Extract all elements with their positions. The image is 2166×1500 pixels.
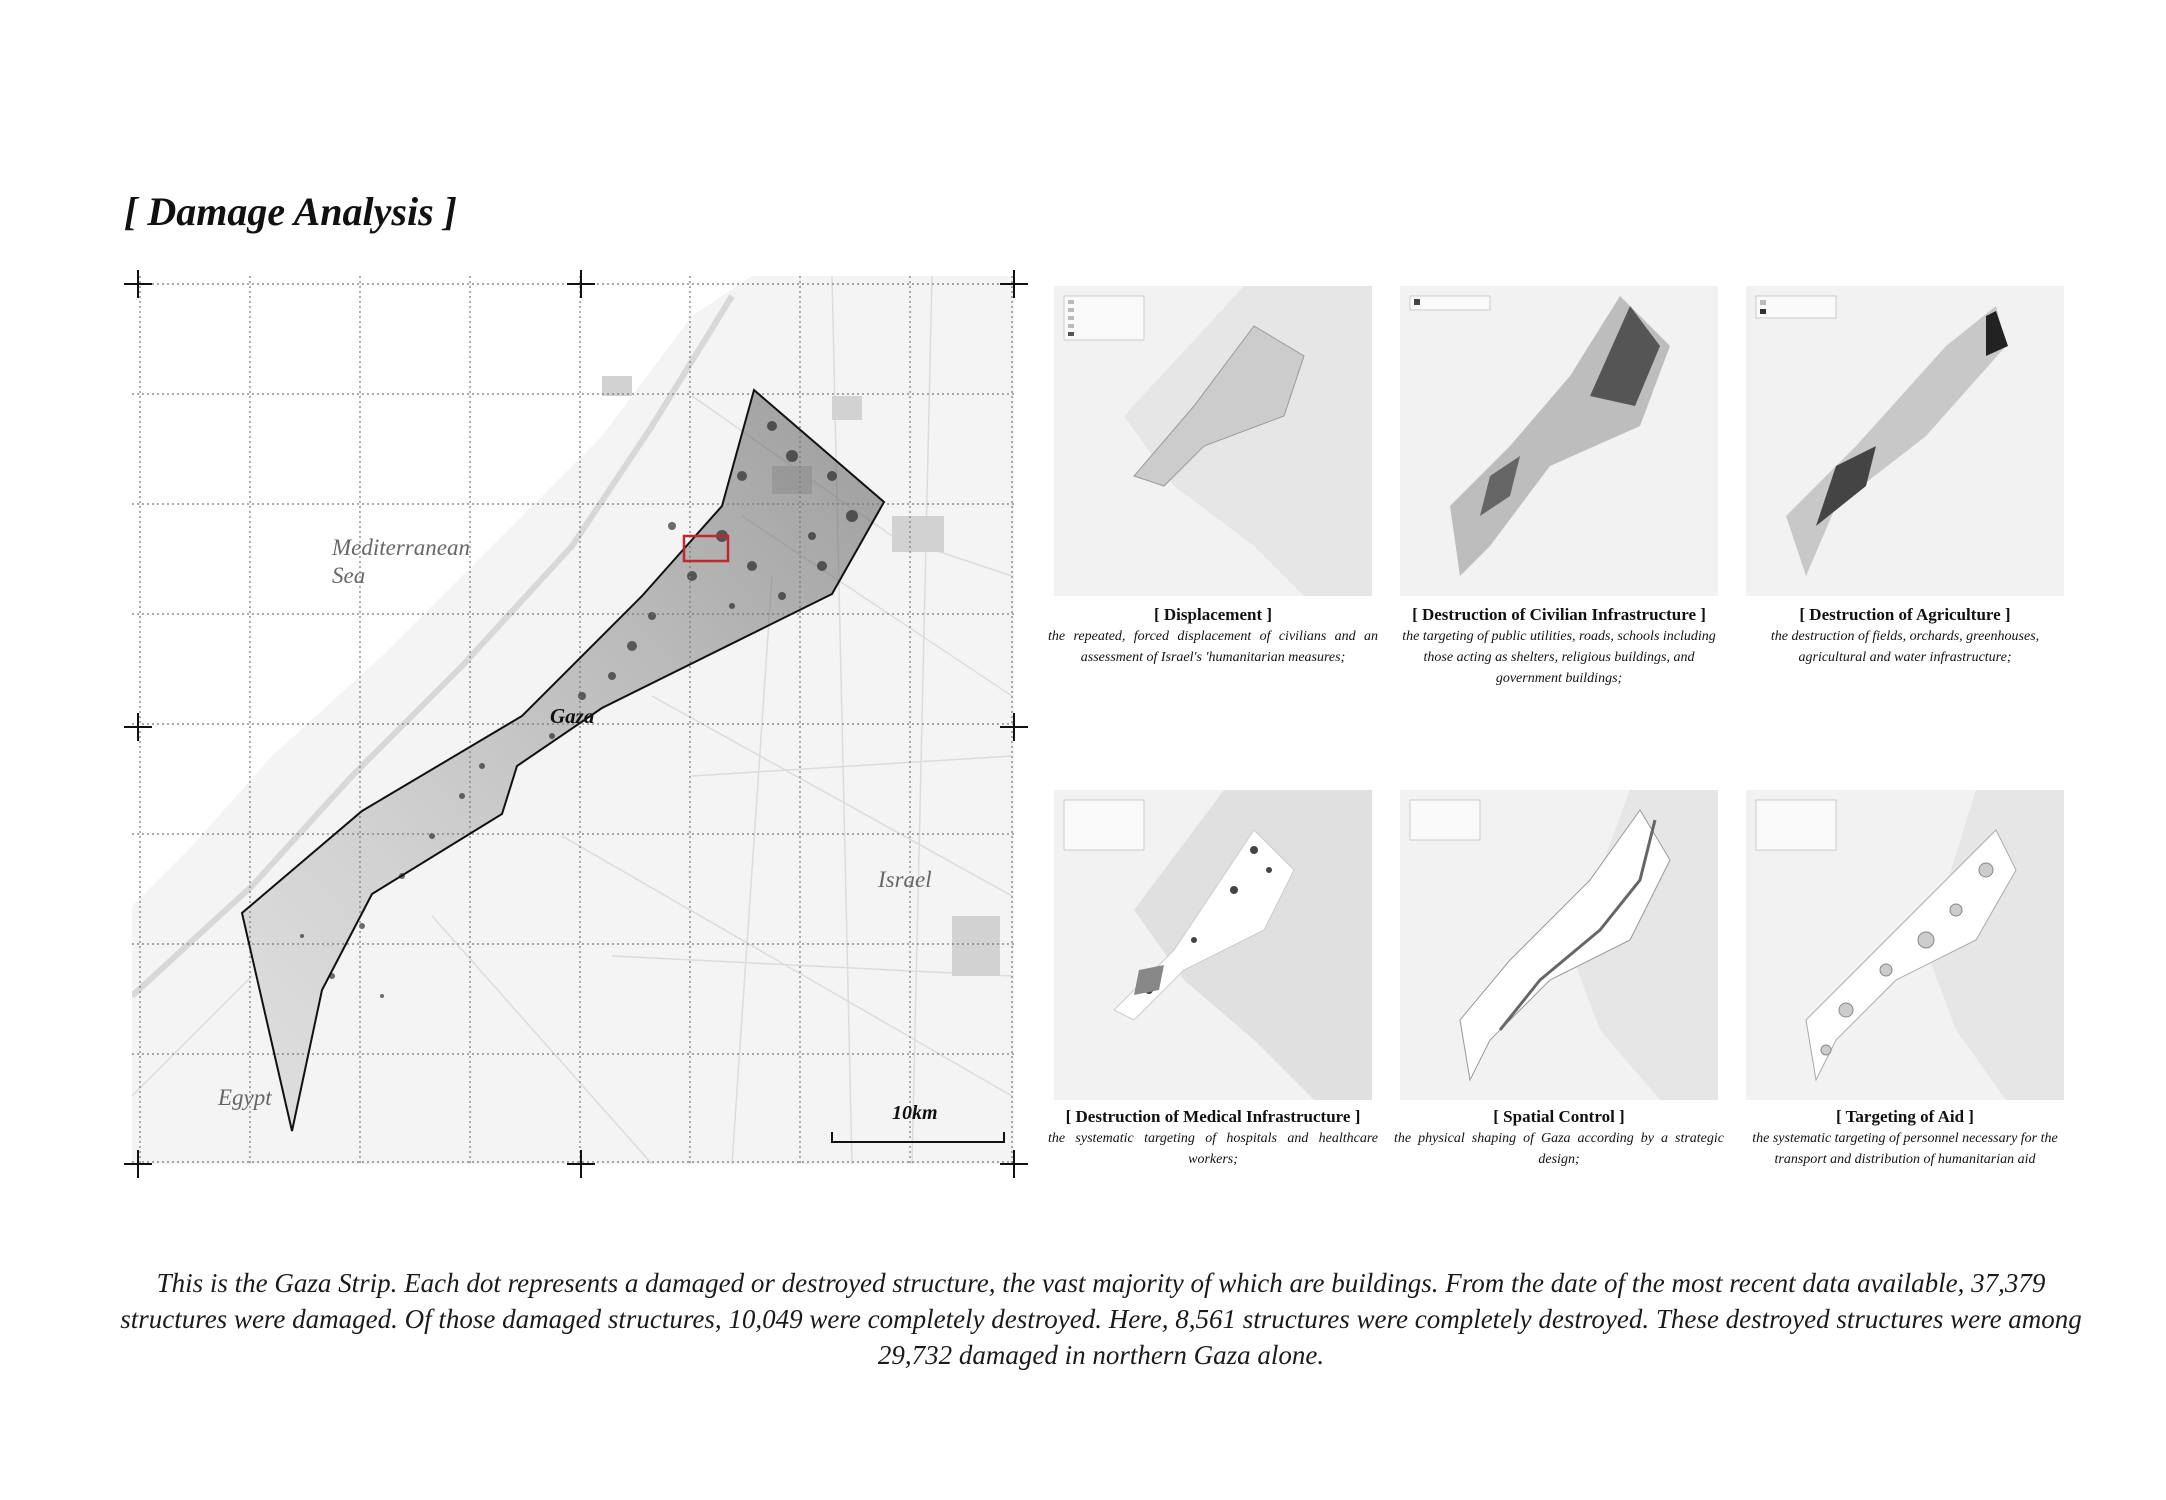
panel-title: [ Displacement ]: [1153, 605, 1273, 624]
spatial-control-map-thumbnail[interactable]: [1400, 790, 1718, 1100]
panel-title: [ Spatial Control ]: [1493, 1107, 1625, 1126]
civilian-infrastructure-map-thumbnail[interactable]: [1400, 286, 1718, 596]
sea-label: Mediterranean Sea: [332, 535, 470, 588]
main-damage-map[interactable]: [132, 276, 1014, 1164]
crosshair-marker: [1000, 713, 1028, 741]
panel-title: [ Destruction of Medical Infrastructure ]: [1065, 1107, 1361, 1126]
panel-description: the destruction of fields, orchards, greenhouses, agricultural and water infrastructure;: [1770, 629, 2040, 665]
agriculture-map-thumbnail[interactable]: [1746, 286, 2064, 596]
panel-description: the systematic targeting of hospitals and healthcare workers;: [1048, 1131, 1378, 1167]
crosshair-marker: [567, 1150, 595, 1178]
panel-description: the systematic targeting of personnel necessary for the transport and distribution of humanitarian aid: [1752, 1131, 2058, 1167]
crosshair-marker: [124, 713, 152, 741]
crosshair-marker: [124, 270, 152, 298]
panel-description: the repeated, forced displacement of civilians and an assessment of Israel's 'humanitarian measures;: [1048, 629, 1378, 665]
panel-title: [ Targeting of Aid ]: [1836, 1107, 1974, 1126]
panel-description: the targeting of public utilities, roads, schools including those acting as shelters, religious buildings, and government buildings;: [1402, 629, 1716, 686]
crosshair-marker: [1000, 1150, 1028, 1178]
israel-label: Israel: [878, 867, 932, 892]
crosshair-marker: [567, 270, 595, 298]
gaza-city-label: Gaza: [550, 704, 595, 728]
panel-title: [ Destruction of Agriculture ]: [1799, 605, 2011, 624]
aid-targeting-map-thumbnail[interactable]: [1746, 790, 2064, 1100]
medical-infrastructure-map-thumbnail[interactable]: [1054, 790, 1372, 1100]
crosshair-marker: [124, 1150, 152, 1178]
map-description-caption: This is the Gaza Strip. Each dot represents a damaged or destroyed structure, the vast majority of which are buildings. From the date of the most recent data available, 37,379 structures were damaged. Of those damaged structures, 10,049 were completely destroyed. Here, 8,561 structures were completely destroyed. These destroyed structures were among 29,732 damaged in northern Gaza alone.: [120, 1268, 2082, 1370]
scale-label: 10km: [892, 1102, 938, 1124]
panel-description: the physical shaping of Gaza according by a strategic design;: [1394, 1131, 1724, 1167]
panel-title: [ Destruction of Civilian Infrastructure ]: [1412, 605, 1706, 624]
crosshair-marker: [1000, 270, 1028, 298]
displacement-map-thumbnail[interactable]: [1054, 286, 1372, 596]
page-title: [ Damage Analysis ]: [124, 189, 457, 234]
egypt-label: Egypt: [218, 1085, 272, 1110]
